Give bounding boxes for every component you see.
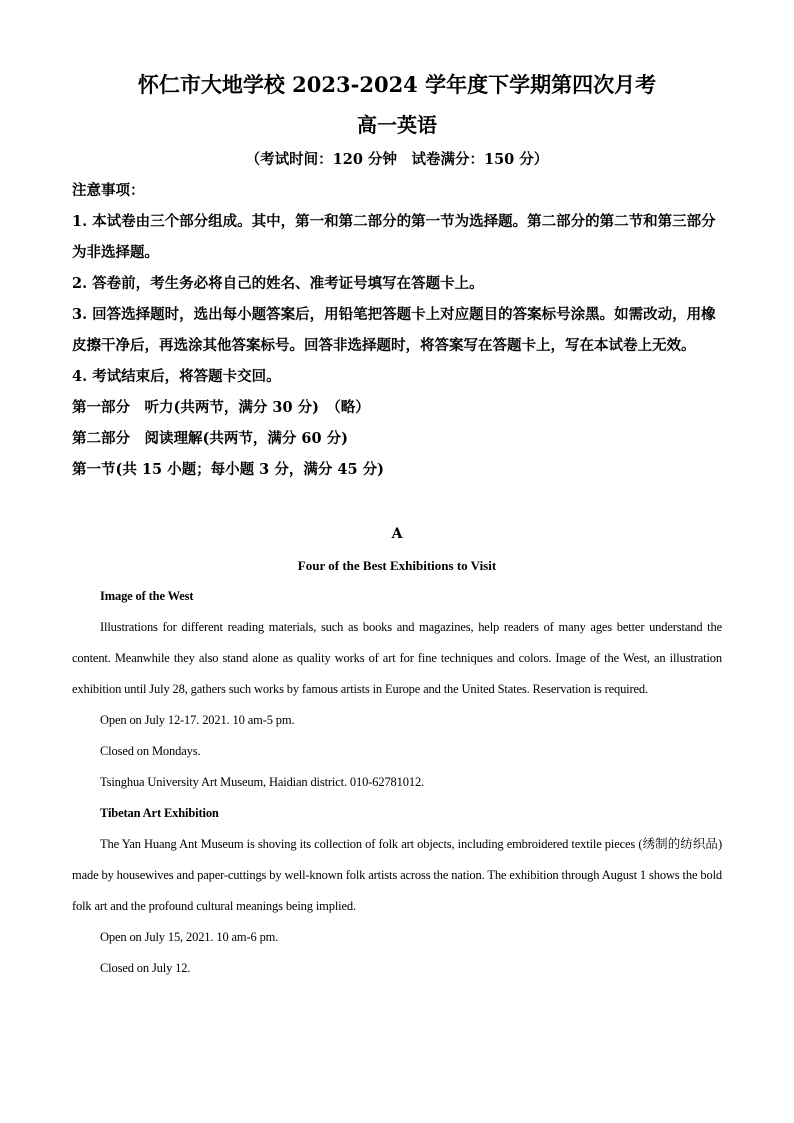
notes-heading: 注意事项： bbox=[72, 182, 145, 199]
section-one-heading: 第一节(共 15 小题；每小题 3 分，满分 45 分) bbox=[72, 461, 384, 478]
passage-body bbox=[72, 581, 722, 984]
notes-item-3: 3. 回答选择题时，选出每小题答案后，用铅笔把答题卡上对应题目的答案标号涂黑。如需改动，用橡皮擦干净后，再选涂其他答案标号。回答非选择题时，将答案写在答题卡上，写在本试卷上无效。 bbox=[72, 306, 716, 354]
exhibition-closed-time: Closed on Mondays. bbox=[100, 744, 201, 758]
part-two-heading: 第二部分 阅读理解(共两节，满分 60 分) bbox=[72, 430, 348, 447]
exam-time-info: （考试时间：120 分钟 试卷满分：150 分） bbox=[245, 151, 549, 168]
notes-item-4: 4. 考试结束后，将答题卡交回。 bbox=[72, 368, 281, 385]
exhibition-name: Tibetan Art Exhibition bbox=[100, 806, 219, 820]
instructions-block bbox=[72, 175, 722, 485]
notes-item-1: 1. 本试卷由三个部分组成。其中，第一和第二部分的第一节为选择题。第二部分的第二节和第三部分为非选择题。 bbox=[72, 213, 716, 261]
exhibition-open-time: Open on July 15, 2021. 10 am-6 pm. bbox=[100, 930, 279, 944]
exam-title: 怀仁市大地学校 2023-2024 学年度下学期第四次月考 bbox=[137, 72, 657, 97]
passage-title: Four of the Best Exhibitions to Visit bbox=[297, 558, 497, 573]
notes-item-2: 2. 答卷前，考生务必将自己的姓名、准考证号填写在答题卡上。 bbox=[72, 275, 484, 292]
exhibition-description: Illustrations for different reading materials, such as books and magazines, help readers of many ages better understand the content. Meanwhile they also stand alone as quality works of art for fine techniques and colors. Image of the West, an illustration exhibition until July 28, gathers such works by famous artists in Europe and the United States. Reservation is required. bbox=[72, 620, 722, 696]
exhibition-closed-time: Closed on July 12. bbox=[100, 961, 191, 975]
exhibition-description: The Yan Huang Ant Museum is shoving its collection of folk art objects, including embroidered textile pieces (绣制的纺织品) made by housewives and paper-cuttings by well-known folk artists across the nation. The exhibition through August 1 shows the bold folk art and the profound cultural meanings being implied. bbox=[72, 837, 722, 913]
passage-label: A bbox=[391, 526, 403, 542]
exhibition-open-time: Open on July 12-17. 2021. 10 am-5 pm. bbox=[100, 713, 295, 727]
exhibition-location: Tsinghua University Art Museum, Haidian district. 010-62781012. bbox=[100, 775, 425, 789]
exhibition-name: Image of the West bbox=[100, 589, 194, 603]
part-one-heading: 第一部分 听力(共两节，满分 30 分) （略） bbox=[72, 399, 370, 416]
exam-subject: 高一英语 bbox=[357, 113, 437, 137]
